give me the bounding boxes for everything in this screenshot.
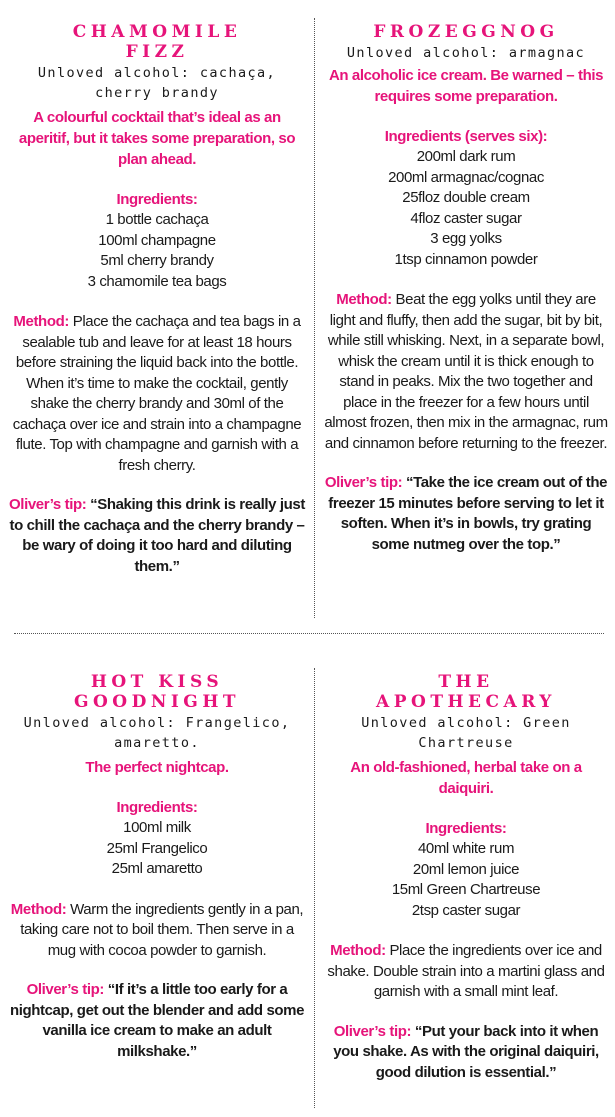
- recipe-intro: An old-fashioned, herbal take on a daiquiri.: [350, 759, 582, 797]
- ingredient-item: 5ml cherry brandy: [100, 252, 214, 269]
- ingredients-heading: Ingredients:: [425, 820, 507, 837]
- recipe-intro: An alcoholic ice cream. Be warned – this requires some preparation.: [328, 67, 604, 105]
- unloved-alcohol: Unloved alcohol: Green Chartreuse: [361, 715, 571, 751]
- recipe-hot-kiss-goodnight: [8, 672, 306, 1062]
- ingredient-item: 1tsp cinnamon powder: [394, 250, 538, 268]
- unloved-alcohol: Unloved alcohol: cachaça, cherry brandy: [37, 65, 277, 101]
- method-text: Place the ingredients over ice and shake. Double strain into a martini glass and garnish with a small mint leaf.: [327, 942, 605, 1000]
- ingredient-item: 25ml amaretto: [111, 860, 203, 877]
- tip-text: “Shaking this drink is really just to chill the cachaça and the cherry brandy – be wary of doing it too hard and diluting them.”: [9, 496, 305, 575]
- unloved-alcohol: Unloved alcohol: Frangelico, amaretto.: [23, 715, 291, 751]
- tip-label: Oliver’s tip:: [9, 496, 87, 513]
- ingredients-list: [8, 818, 306, 880]
- method-label: Method:: [330, 942, 386, 959]
- recipe-frozeggnog: [322, 22, 610, 555]
- ingredient-item: 1 bottle cachaça: [105, 211, 209, 228]
- recipe-title: THE APOTHECARY: [376, 672, 556, 712]
- ingredient-item: 3 egg yolks: [430, 230, 502, 247]
- ingredient-item: 100ml champagne: [98, 231, 216, 249]
- tip: [322, 473, 610, 555]
- recipe-title: FROZEGGNOG: [373, 22, 559, 42]
- ingredient-item: 100ml milk: [123, 819, 191, 836]
- vertical-divider-bottom: [314, 668, 315, 1108]
- recipe-the-apothecary: [322, 672, 610, 1083]
- ingredient-item: 40ml white rum: [417, 840, 515, 857]
- ingredients-heading: Ingredients:: [116, 799, 198, 816]
- ingredient-item: 25ml Frangelico: [106, 839, 208, 857]
- tip: [8, 980, 306, 1062]
- recipe-chamomile-fizz: [8, 22, 306, 577]
- method-label: Method:: [336, 291, 392, 308]
- ingredients-heading: Ingredients:: [116, 191, 198, 208]
- vertical-divider-top: [314, 18, 315, 618]
- tip-label: Oliver’s tip:: [324, 474, 403, 491]
- method: [8, 312, 306, 476]
- ingredients-list: [8, 210, 306, 292]
- method: [322, 941, 610, 1003]
- tip-label: Oliver’s tip:: [333, 1022, 412, 1040]
- ingredient-item: 15ml Green Chartreuse: [391, 881, 541, 898]
- recipe-title: HOT KISS GOODNIGHT: [73, 672, 241, 712]
- tip-text: “Take the ice cream out of the freezer 15 minutes before serving to let it soften. When it’s in bowls, try grating some nutmeg over the top.”: [328, 474, 608, 553]
- recipe-intro: A colourful cocktail that’s ideal as an aperitif, but it takes some preparation, so plan ahead.: [18, 109, 296, 168]
- method-text: Warm the ingredients gently in a pan, taking care not to boil them. Then serve in a mug with cocoa powder to garnish.: [20, 900, 304, 959]
- ingredient-item: 20ml lemon juice: [412, 860, 520, 878]
- ingredient-item: 200ml armagnac/cognac: [388, 168, 544, 186]
- recipe-title: CHAMOMILE FIZZ: [72, 22, 242, 62]
- ingredients-list: [322, 839, 610, 921]
- ingredients-list: [322, 147, 610, 270]
- recipe-intro: The perfect nightcap.: [85, 759, 229, 776]
- method: [322, 290, 610, 454]
- method-label: Method:: [13, 313, 69, 330]
- ingredient-item: 25floz double cream: [402, 189, 530, 206]
- method-text: Place the cachaça and tea bags in a sealable tub and leave for at least 18 hours before straining the liquid back into the bottle. When it’s time to make the cocktail, gently shake the cherry brandy and 30ml of the cachaça over ice and strain into a champagne flute. Top with champagne and garnish with a fresh cherry.: [12, 313, 302, 474]
- unloved-alcohol: Unloved alcohol: armagnac: [346, 45, 586, 61]
- ingredient-item: 200ml dark rum: [416, 148, 516, 165]
- horizontal-divider: [14, 633, 604, 634]
- ingredient-item: 3 chamomile tea bags: [87, 272, 227, 290]
- ingredients-heading: Ingredients (serves six):: [384, 128, 548, 145]
- tip-text: “If it’s a little too early for a nightcap, get out the blender and add some vanilla ice cream to make an adult milkshake.”: [9, 981, 305, 1060]
- ingredient-item: 4floz caster sugar: [410, 209, 522, 227]
- tip-label: Oliver’s tip:: [26, 981, 104, 998]
- method-label: Method:: [10, 900, 67, 918]
- method: [8, 900, 306, 962]
- method-text: Beat the egg yolks until they are light and fluffy, then add the sugar, bit by bit, while still whisking. Next, in a separate bowl, whisk the cream until it is thick enough to stand in peaks. Mix the two together and place in the freezer for a few hours until almost frozen, then mix in the armagnac, rum and cinnamon before returning to the freezer.: [324, 291, 608, 452]
- tip: [8, 495, 306, 577]
- tip-text: “Put your back into it when you shake. As with the original daiquiri, good dilution is essential.”: [333, 1022, 599, 1081]
- tip: [322, 1022, 610, 1084]
- ingredient-item: 2tsp caster sugar: [411, 901, 521, 919]
